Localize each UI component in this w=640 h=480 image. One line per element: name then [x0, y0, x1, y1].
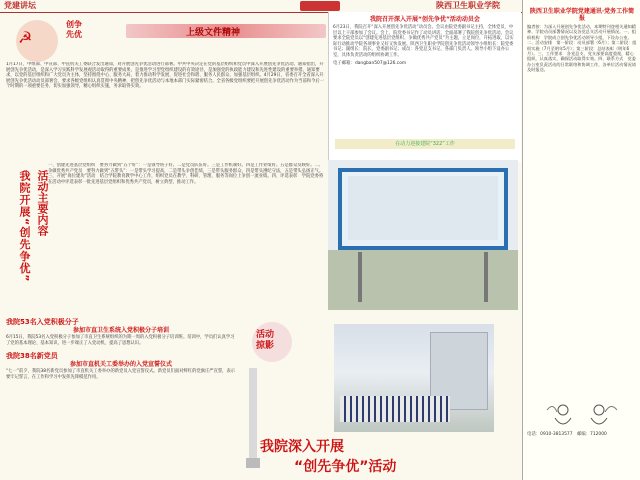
top-mid-article — [328, 12, 521, 162]
party-emblem-icon: ☭ — [18, 28, 33, 47]
bl-body-1: 6月15日，我院53名入党积极分子参加了市直卫生系统组织的为期一周的入党积极分子培训班。培训中，学员们认真学习了党的基本理论、基本知识，进一步端正了入党动机，提高了思想认识。 — [6, 335, 235, 346]
bl-subheadline-1: 参加市直卫生系统入党积极分子培训 — [72, 327, 169, 334]
mid-article-body: 一、创建先进基层党组织 要努力做到“五个好”：一是领导班子好。二是党员队伍好。三是工作机制好。四是工作业绩好。五是群众反映好。二、争做优秀共产党员 要努力做到“五带头”：一是带头学习提高，二是带头争创佳绩，三是带头服务群众，四是带头遵纪守法，五是带头弘扬正气。三、开展“岗位建功”活动 结合学院教育教学中心工作，组织党员在教学、科研、管理、服务等岗位上争创一流业绩。四、评选表彰 学院党委将在活动中评选表彰一批先进基层党组织和优秀共产党员，树立典型，推动工作。 — [48, 163, 324, 185]
bottom-left-articles — [6, 318, 236, 478]
bl-subheadline-2: 参加市直机关工委举办的入党宣誓仪式 — [69, 361, 172, 369]
header-emblem-icon — [300, 1, 340, 11]
bottom-right-feature — [238, 318, 522, 480]
vertical-heading: 我院开展“创先争优” — [18, 170, 31, 283]
right-column — [522, 0, 640, 480]
badge-line1: 创争 — [66, 20, 82, 29]
top-mid-title: 我院召开深入开展“创先争优”活动动员会 — [370, 16, 480, 23]
billboard-image — [328, 160, 518, 310]
badge-line2: 先优 — [66, 30, 82, 39]
top-mid-body: 6月23日，我院召开“深入开展创先争优活动”动员会。会议由院党委副书记主持，全体党员、中层以上干部参加了会议。会上，院党委书记作了动员讲话，全面部署了我院创先争优活动。会议要求全院党员以“创建先进基层党组织、争做优秀共产党员”为主题，立足岗位，开拓进取，以实际行动推动学院各项事业又好又快发展。陕西卫生职业学院创先争优活动领导小组组长：院党委书记；副组长：院长、党委副书记；成员：各党总支书记、各部门负责人。领导小组下设办公室，具体负责活动的组织协调工作。 — [333, 25, 514, 58]
feature-headline-1: 我院深入开展 — [260, 439, 344, 455]
party-badge — [16, 20, 58, 62]
right-column-footer: 电话：0910-3813577 邮编：712000 — [527, 432, 607, 437]
vertical-heading-2: 活动主要内容 — [36, 170, 49, 236]
bl-headline-2: 我院38名新党员 — [6, 352, 58, 361]
right-column-body: 编者按：为深入开展创先争优活动，本期特刊登相关通知精神、学院动员部署情况以及各党总支活动开展情况。一、组织机构 学院成立创先争优活动领导小组，下设办公室。二、活动安排 第一阶段：动员部署（6月）；第二阶段：组织实施（7月至明年5月）；第三阶段：总结表彰（明年6月）。三、工作要求 各党总支、党支部要高度重视，精心组织，认真落实，确保活动取得实效。四、联系方式 党委办公室负责活动的日常联络和协调工作，各单位活动情况请及时报送。 — [527, 24, 637, 73]
angel-illustration-icon — [543, 396, 621, 436]
bl-headline-1: 我院53名入党积极分子 — [6, 318, 79, 326]
activity-photo — [334, 324, 494, 432]
section-ribbon — [126, 24, 326, 38]
header-right-title: 陕西卫生职业学院 — [436, 1, 500, 10]
ribbon-title: 上级文件精神 — [186, 28, 241, 38]
top-left-article — [6, 14, 326, 164]
feature-headline-2: “创先争优”活动 — [294, 459, 397, 475]
header-left-title: 党建讲坛 — [4, 1, 36, 10]
stamp-line2: 掠影 — [256, 341, 275, 351]
photo-people — [340, 396, 450, 422]
top-mid-banner: 在动力迎接建院“322”工作 — [335, 139, 515, 149]
activity-stamp — [252, 322, 292, 362]
contact-email: 电子邮箱：dangban507@126.com — [333, 60, 407, 66]
mid-illustration — [328, 160, 518, 310]
top-left-body: 1月17日，中组部、中宣部、中直机关工委联合发出通知，对开展创先争优活动进行部署。中共中央决定在党的基层组织和党员中深入开展创先争优活动。通知指出，开展创先争优活动，是深入学习实践科学发展观活动取得的重要成果，是推进学习型党组织建设的有效途径，是加强党的执政能力建设和先进性建设的重要举措。通知要求，以党的基层组织和广大党员为主体，坚持围绕中心、服务大局，着力推动科学发展、促进社会和谐、服务人民群众、加强基层组织。4月29日，省委召开全省深入开展创先争优活动动员部署会，要求各级党组织认真贯彻中央精神，把创先争优活动与本地本部门实际紧密结合。全省各级党组织要把开展创先争优活动作为当前和今后一个时期的一项重要任务，切实加强领导，精心组织实施，务求取得实效。 — [6, 62, 324, 90]
stamp-line1: 活动 — [256, 330, 275, 340]
badge-text — [66, 20, 82, 40]
bl-body-2: “七一”前夕，我院38名新党员参加了市直机关工委举办的新党员入党宣誓仪式。新党员们面对鲜红的党旗庄严宣誓，表示要牢记誓言，在工作和学习中发挥先锋模范作用。 — [6, 369, 236, 380]
right-column-title: 陕西卫生职业学院党建通讯·党务工作简报 — [529, 8, 635, 22]
